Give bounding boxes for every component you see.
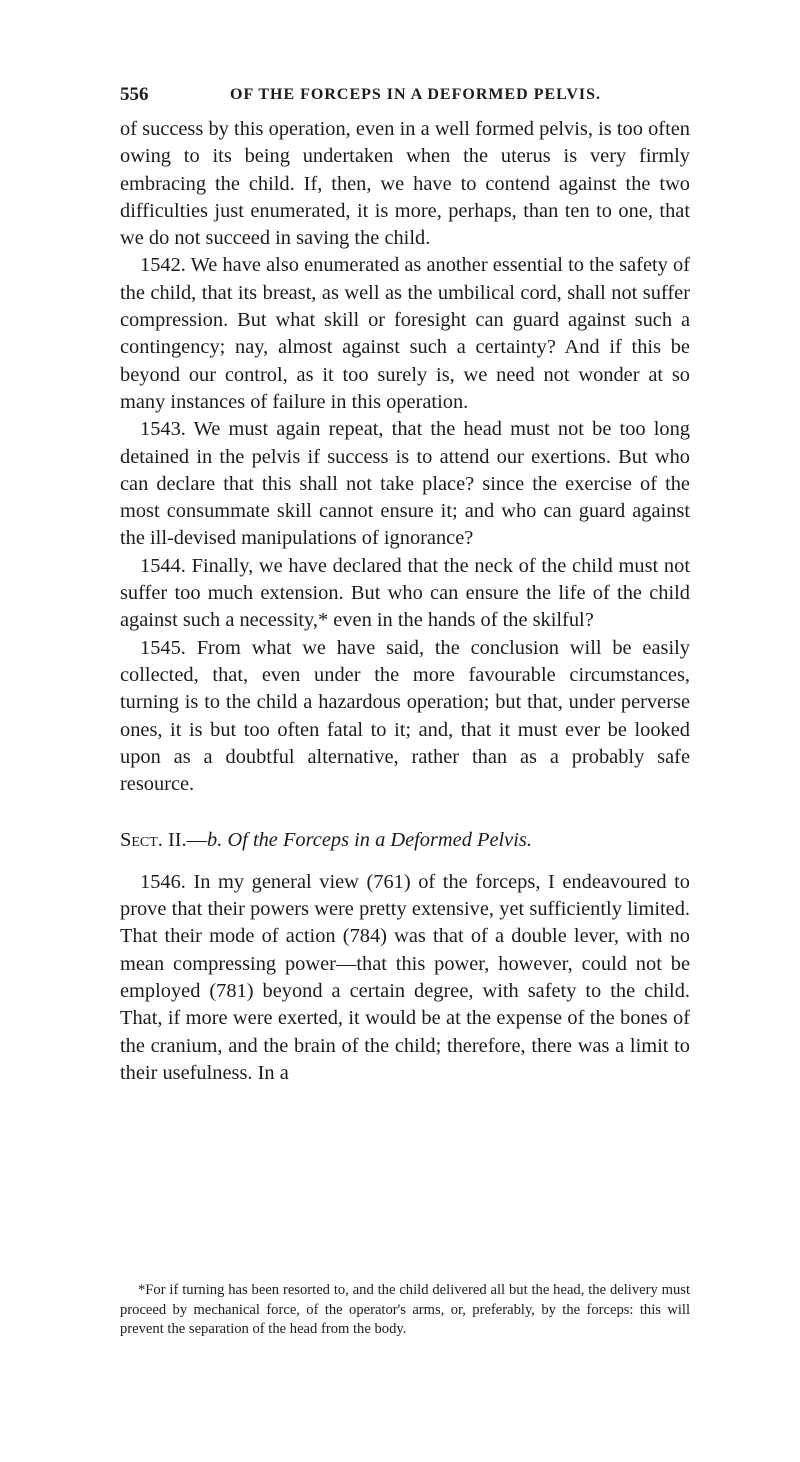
paragraph-continued: of success by this operation, even in a well formed pelvis, is too often owing to its being undertaken when the uterus is very firmly embracing the child. If, then, we have to contend against the two difficulties just enumerated, it is more, perhaps, than ten to one, that we do not succeed in saving the child. bbox=[120, 118, 690, 250]
page-header bbox=[120, 84, 630, 110]
paragraph-1545: 1545. From what we have said, the conclusion will be easily collected, that, even under the more favourable circumstances, turning is to the child a hazardous operation; but that, under perverse ones, it is but too often fatal to it; and, that it must ever be looked upon as a doubtful alternative, rather than as a probably safe resource. bbox=[120, 636, 690, 796]
section-title: Of the Forceps in a Deformed Pelvis. bbox=[227, 829, 532, 852]
paragraph-1542: 1542. We have also enumerated as another essential to the safety of the child, that its breast, as well as the umbilical cord, shall not suffer compression. But what skill or foresight can guard against such a contingency; nay, almost against such a certainty? And if this be beyond our control, as it too surely is, we need not wonder at so many instances of failure in this operation. bbox=[120, 254, 690, 413]
section-label: Sect. II. bbox=[120, 829, 187, 852]
section-letter: b. bbox=[207, 829, 223, 852]
paragraph-1544: 1544. Finally, we have declared that the neck of the child must not suffer too much extension. But who can ensure the life of the child against such a necessity,* even in the hands of the skilful? bbox=[120, 554, 690, 632]
paragraph-1546: 1546. In my general view (761) of the forceps, I endeavoured to prove that their powers were pretty extensive, yet sufficiently limited. That their mode of action (784) was that of a double lever, with no mean compressing power—that this power, however, could not be employed (781) beyond a certain degree, with safety to the child. That, if more were exerted, it would be at the expense of the bones of the cranium, and the brain of the child; therefore, there was a limit to their usefulness. In a bbox=[120, 870, 690, 1084]
body-text bbox=[120, 116, 690, 1087]
section-heading bbox=[120, 827, 690, 854]
paragraph-1543: 1543. We must again repeat, that the head must not be too long detained in the pelvis if success is to attend our exertions. But who can declare that this shall not take place? since the exercise of the most consummate skill cannot ensure it; and who can guard against the ill-devised manipulations of ignorance? bbox=[120, 418, 690, 550]
page-number: 556 bbox=[120, 84, 149, 105]
section-dash: — bbox=[186, 829, 208, 852]
footnote: *For if turning has been resorted to, and the child delivered all but the head, the delivery must proceed by mechanical force, of the operator's arms, or, preferably, by the forceps: this will prevent the separation of the head from the body. bbox=[120, 1282, 690, 1337]
running-title: OF THE FORCEPS IN A DEFORMED PELVIS. bbox=[230, 86, 602, 103]
